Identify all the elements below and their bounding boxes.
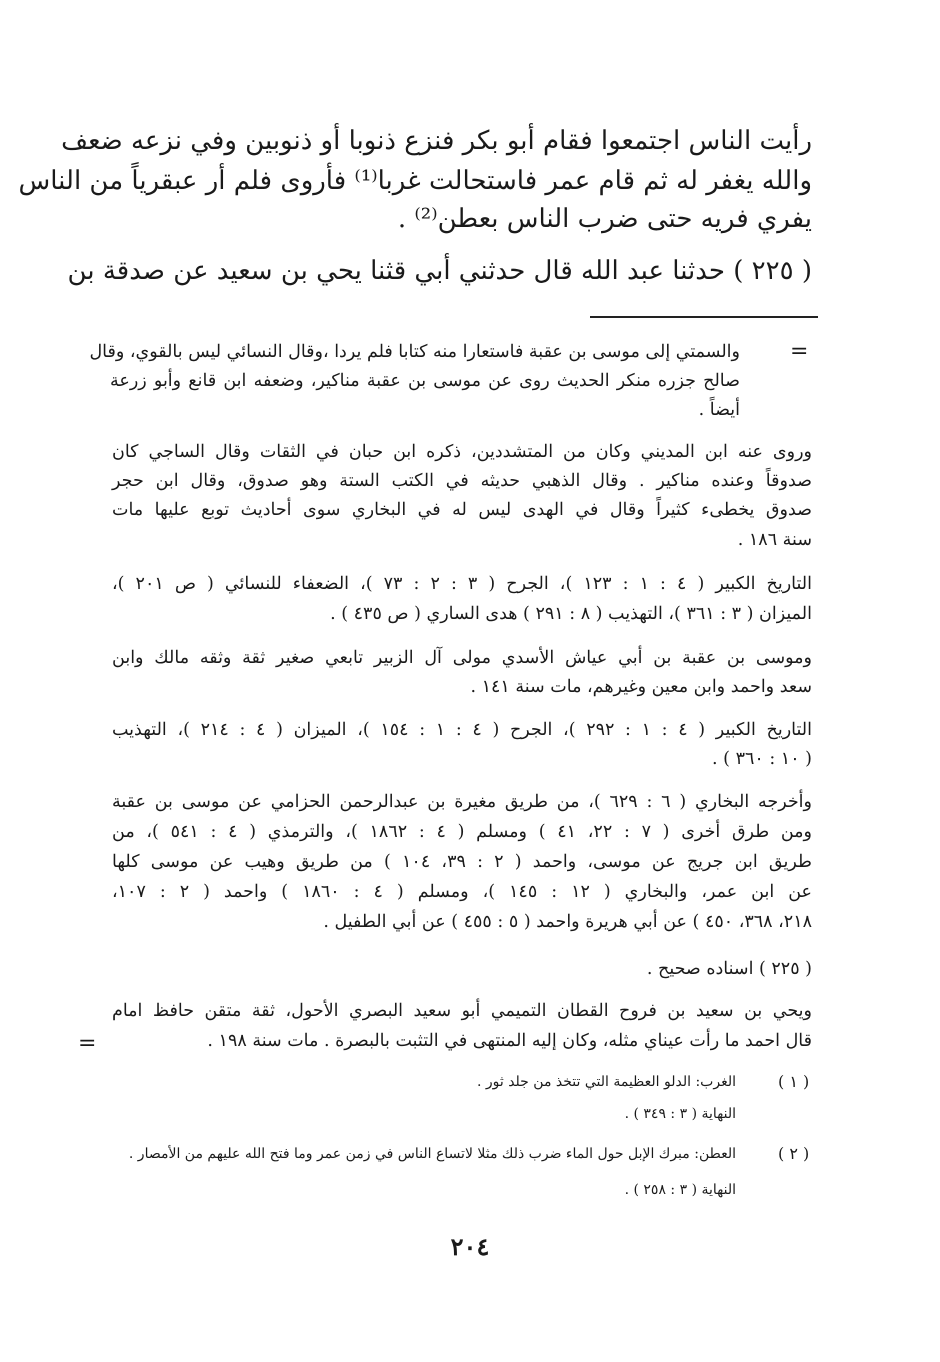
note-line: ويحي بن سعيد بن فروح القطان التميمي أبو سعيد البصري الأحول، ثقة متقن حافظ امام [112, 1001, 812, 1021]
note-line: أيضاً . [698, 400, 740, 420]
note-line: ( ٢٢٥ ) اسناده صحيح . [646, 959, 812, 979]
note-line: صدوقاً وعنده مناكير . وقال الذهبي حديثه في الكتب الستة وهو صدوق، وقال ابن حجر [112, 471, 812, 491]
note-line: وروى عنه ابن المديني وكان من المتشددين، ذكره ابن حبان في الثقات وقال الساجي كان [112, 442, 812, 462]
note-line: التاريخ الكبير ( ٤ : ١ : ١٢٣ )، الجرح ( ٣ : ٢ : ٧٣ )، الضعفاء للنسائي ( ص ٢٠١ )، [112, 574, 812, 594]
note-line: قال احمد ما رأت عيناي مثله، وكان إليه المنتهى في التثبت بالبصرة . مات سنة ١٩٨ . [207, 1031, 812, 1051]
continuation-mark: = [790, 339, 809, 364]
note-line: وموسى بن عقبة بن أبي عياش الأسدي مولى آل الزبير تابعي صغير ثقة وثقه مالك وابن [112, 648, 812, 668]
note-line: سنة ١٨٦ . [737, 530, 812, 550]
note-line: ومن طرق أخرى ( ٧ : ٢٢، ٤١ ) ومسلم ( ٤ : ١٨٦٢ )، والترمذي ( ٤ : ٥٤١ )، من [112, 822, 812, 842]
note-line: سعد واحمد وابن معين وغيرهم، مات سنة ١٤١ . [470, 677, 812, 697]
continuation-mark: = [78, 1031, 97, 1056]
note-line: صدوق يخطىء كثيراً وقال في الهدى ليس له في البخاري سوى أحاديث توبع عليها مات [112, 500, 812, 520]
footnote-line: النهاية ( ٣ : ٢٥٨ ) . [624, 1182, 736, 1198]
hadith-225-line: ( ٢٢٥ ) حدثنا عبد الله قال حدثني أبي قثنا يحي بن سعيد عن صدقة بن [67, 256, 812, 286]
note-line: ( ١٠ : ٣٦٠ ) . [712, 749, 812, 769]
footnote-number: ( ١ ) [778, 1072, 810, 1091]
note-line: عن ابن عمر، والبخاري ( ١٢ : ١٤٥ )، ومسلم ( ٤ : ١٨٦٠ ) واحمد ( ٢ : ١٠٧، [112, 882, 812, 902]
note-line: الميزان ( ٣ : ٣٦١ )، التهذيب ( ٨ : ٢٩١ ) هدى الساري ( ص ٤٣٥ ) . [330, 604, 812, 624]
main-text-line: والله يغفر له ثم قام عمر فاستحالت غربا⁽¹⁾ فأروى فلم أر عبقرياً من الناس [18, 166, 812, 196]
note-line: وأخرجه البخاري ( ٦ : ٦٢٩ )، من طريق مغيرة بن عبدالرحمن الحزامي عن موسى بن عقبة [112, 792, 812, 812]
note-line: التاريخ الكبير ( ٤ : ١ : ٢٩٢ )، الجرح ( ٤ : ١ : ١٥٤ )، الميزان ( ٤ : ٢١٤ )، التهذيب [112, 720, 812, 740]
main-text-line: رأيت الناس اجتمعوا فقام أبو بكر فنزع ذنوبا أو ذنوبين وفي نزعه ضعف [61, 126, 812, 156]
footnote-separator [590, 316, 818, 318]
footnote-line: العطن: مبرك الإبل حول الماء ضرب ذلك مثلا لاتساع الناس في زمن عمر وما فتح الله عليهم من الأمصار . [128, 1146, 736, 1162]
main-text-line: يفري فريه حتى ضرب الناس بعطن⁽²⁾ . [397, 204, 812, 234]
note-line: صالح جزره منكر الحديث روى عن موسى بن عقبة مناكير، وضعفه ابن قانع وأبو زرعة [110, 371, 740, 391]
note-line: والسمتي إلى موسى بن عقبة فاستعارا منه كتابا فلم يردا ،وقال النسائي ليس بالقوي، وقال [89, 342, 740, 362]
note-line: ٢١٨، ٣٦٨، ٤٥٠ ) عن أبي هريرة واحمد ( ٥ : ٤٥٥ ) عن أبي الطفيل . [323, 912, 812, 932]
note-line: طريق ابن جريج عن موسى، واحمد ( ٢ : ٣٩، ١٠٤ ) من طريق وهيب عن موسى كلها [112, 852, 812, 872]
page-number: ٢٠٤ [450, 1232, 490, 1261]
footnote-line: النهاية ( ٣ : ٣٤٩ ) . [624, 1106, 736, 1122]
footnote-line: الغرب: الدلو العظيمة التي تتخذ من جلد ثور . [476, 1074, 736, 1090]
footnote-number: ( ٢ ) [778, 1144, 810, 1163]
